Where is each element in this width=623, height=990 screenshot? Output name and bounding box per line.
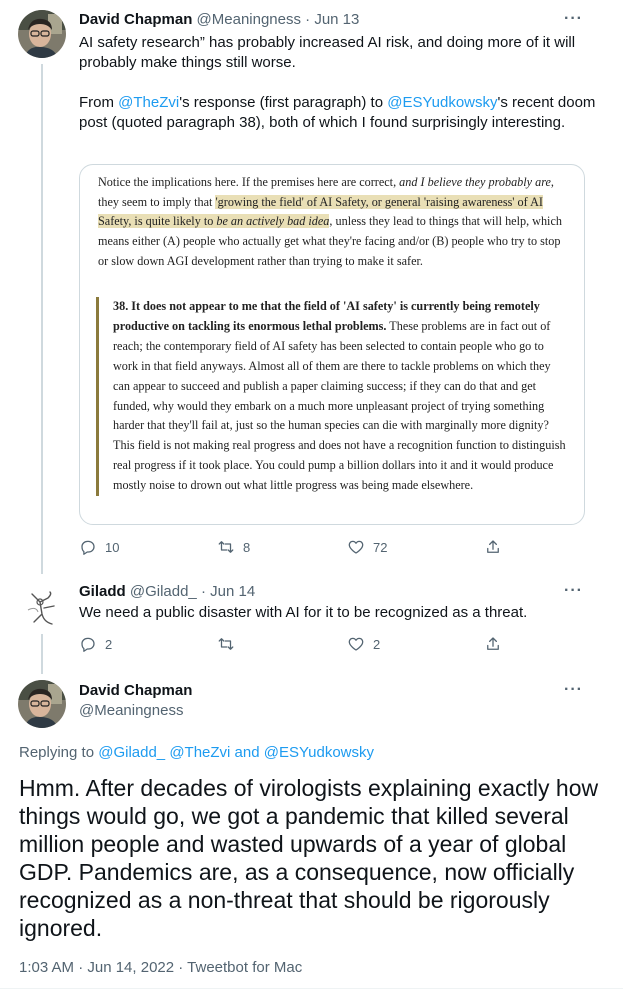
avatar[interactable] bbox=[18, 584, 66, 632]
reply-icon bbox=[79, 538, 97, 556]
image-paragraph bbox=[98, 173, 568, 272]
tweet-date[interactable]: Jun 13 bbox=[314, 11, 360, 28]
author-name-text: David Chapman bbox=[79, 682, 193, 699]
share-button[interactable] bbox=[484, 635, 502, 653]
replying-users-link[interactable]: @Giladd_ @TheZvi and @ESYudkowsky bbox=[98, 744, 375, 761]
avatar[interactable] bbox=[18, 10, 66, 58]
retweet-icon bbox=[217, 538, 235, 556]
divider bbox=[0, 988, 623, 989]
mention-link[interactable]: @ESYudkowsky bbox=[387, 94, 498, 111]
share-icon bbox=[484, 635, 502, 653]
author-name[interactable]: Giladd bbox=[79, 583, 126, 600]
tweet-header bbox=[79, 582, 255, 602]
mention-link[interactable]: @TheZvi bbox=[118, 94, 180, 111]
image-text: , they seem to imply that bbox=[98, 175, 554, 209]
image-text: , unless they lead to things that will help, which means either (A) people who actually get what they're facing and/or (B) people who try to stop or slow down AGI development rather than trying to make it safer. bbox=[98, 214, 562, 268]
tweet-text bbox=[79, 33, 599, 73]
separator: · bbox=[200, 583, 206, 600]
tweet-text-segment: From bbox=[79, 94, 119, 111]
separator: · bbox=[305, 11, 311, 28]
avatar-photo bbox=[18, 680, 66, 728]
avatar-photo bbox=[18, 10, 66, 58]
image-blockquote bbox=[96, 297, 570, 496]
avatar-drawing bbox=[18, 584, 66, 632]
retweet-count: 8 bbox=[243, 539, 251, 555]
tweet-header bbox=[79, 10, 359, 30]
like-count: 72 bbox=[373, 539, 388, 555]
tweet-text: Hmm. After decades of virologists explaining exactly how things would go, we got a pandemic that killed several million people and wasted upwards of a year of global GDP. Pandemics are, as a consequence, now officially recognized as a non-threat that should be rigorously ignored. bbox=[19, 775, 599, 941]
share-button[interactable] bbox=[484, 538, 502, 556]
more-options-button[interactable]: ··· bbox=[564, 681, 583, 698]
tweet-actions bbox=[79, 635, 509, 657]
tweet-actions bbox=[79, 538, 509, 560]
retweet-button[interactable] bbox=[217, 635, 243, 653]
heart-icon bbox=[347, 538, 365, 556]
tweet-date[interactable]: Jun 14 bbox=[210, 583, 256, 600]
reply-count: 2 bbox=[105, 636, 113, 652]
retweet-icon bbox=[217, 635, 235, 653]
thread-line bbox=[41, 634, 43, 674]
author-handle[interactable]: @Meaningness bbox=[196, 11, 301, 28]
avatar[interactable] bbox=[18, 680, 66, 728]
reply-icon bbox=[79, 635, 97, 653]
author-name[interactable]: David Chapman bbox=[79, 11, 193, 28]
blockquote-text: These problems are in fact out of reach; the contemporary field of AI safety has been selected to contain people who go to work in that field anyways. Almost all of them are there to tackle problems on which they can appear to succeed and publish a paper claiming success; if they can do that and get funded, why would they embark on a much more unpleasant project of trying something harder that they'll fail at, just so the human species can die with marginally more dignity? This field is not making real progress and does not have a recognition function to distinguish real progress if it took place. You could pump a billion dollars into it and it would produce mostly noise to drown out what little progress was being made elsewhere. bbox=[113, 318, 566, 493]
thread-line bbox=[41, 64, 43, 574]
author-handle[interactable]: @Giladd_ bbox=[129, 583, 197, 600]
tweet-text-segment: 's response (first paragraph) to bbox=[179, 94, 388, 111]
image-text-italic: and I believe they probably are bbox=[399, 175, 551, 189]
author-handle[interactable] bbox=[79, 701, 183, 721]
tweet-text: We need a public disaster with AI for it to be recognized as a threat. bbox=[79, 604, 528, 621]
more-options-button[interactable]: ··· bbox=[564, 10, 583, 27]
replying-to bbox=[19, 743, 374, 763]
replying-prefix: Replying to bbox=[19, 744, 99, 761]
more-options-button[interactable]: ··· bbox=[564, 582, 583, 599]
author-name[interactable] bbox=[79, 681, 192, 701]
image-text: Notice the implications here. If the premises here are correct, bbox=[98, 175, 400, 189]
retweet-button[interactable] bbox=[217, 538, 250, 556]
image-highlight-text: 'growing the field' of AI Safety, or general 'raising awareness' of AI Safety, is quite likely to bbox=[98, 194, 543, 229]
like-count: 2 bbox=[373, 636, 381, 652]
share-icon bbox=[484, 538, 502, 556]
tweet-metadata[interactable]: 1:03 AM · Jun 14, 2022 · Tweetbot for Mac bbox=[19, 959, 303, 976]
attached-image[interactable] bbox=[79, 164, 585, 525]
author-handle-text: @Meaningness bbox=[79, 702, 184, 719]
reply-count: 10 bbox=[105, 539, 120, 555]
heart-icon bbox=[347, 635, 365, 653]
reply-button[interactable] bbox=[79, 538, 119, 556]
image-highlight-italic: be an actively bad idea bbox=[216, 214, 330, 229]
like-button[interactable] bbox=[347, 635, 380, 653]
tweet-text-segment: 's recent doom post (quoted paragraph 38), both of which I found surprisingly interesting. bbox=[79, 94, 596, 131]
like-button[interactable] bbox=[347, 538, 387, 556]
blockquote-bold: 38. It does not appear to me that the field of 'AI safety' is currently being remotely productive on tackling its enormous lethal problems. bbox=[113, 299, 540, 333]
reply-button[interactable] bbox=[79, 635, 112, 653]
tweet-text bbox=[79, 93, 599, 133]
tweet-text-line: AI safety research” has probably increased AI risk, and doing more of it will probably make things still worse. bbox=[79, 34, 576, 71]
